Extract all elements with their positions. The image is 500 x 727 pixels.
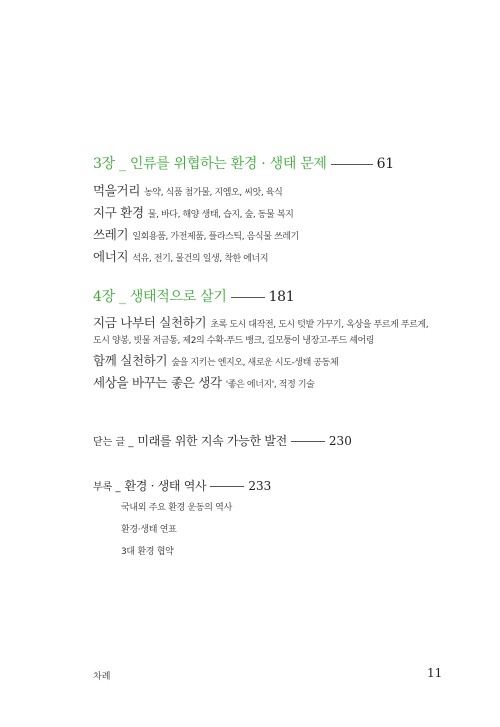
page-number: 11 [427, 666, 443, 680]
toc-entry [93, 247, 268, 265]
entry-desc: '좋은 에너지', 적정 기술 [225, 380, 315, 390]
entry-desc: 일회용품, 가전제품, 플라스틱, 음식물 쓰레기 [132, 232, 299, 242]
chapter4-page: 181 [268, 289, 295, 305]
closing-title: 미래를 위한 지속 가능한 발전 [137, 434, 287, 448]
leader-rule [331, 164, 373, 165]
toc-entry [93, 203, 293, 221]
entry-desc: 석유, 전기, 물건의 일생, 착한 에너지 [132, 254, 269, 264]
entry-head: 쓰레기 [93, 227, 129, 242]
leader-rule [210, 486, 244, 487]
appendix-item: 국내외 주요 환경 운동의 역사 [121, 503, 232, 513]
entry-desc: 초록 도시 대작전, 도시 텃밭 가꾸기, 옥상을 푸르게 푸르게, [210, 320, 429, 330]
entry-desc: 농약, 식품 첨가물, 지엠오, 씨앗, 육식 [144, 188, 283, 198]
closing-lead: 닫는 글 _ [93, 437, 134, 448]
toc-entry [93, 181, 282, 199]
chapter4-heading [93, 286, 294, 306]
footer-label: 차례 [93, 672, 111, 682]
toc-entry [93, 225, 299, 243]
appendix-lead: 부록 _ [93, 482, 121, 493]
toc-entry [93, 313, 428, 331]
appendix-page: 233 [248, 479, 272, 493]
chapter3-title: 3장 _ 인류를 위협하는 환경 · 생태 문제 [93, 156, 327, 172]
chapter3-page: 61 [376, 156, 394, 172]
chapter3-heading [93, 153, 394, 173]
entry-desc: 숲을 지키는 엔지오, 새로운 시도-생태 공동체 [171, 358, 339, 368]
leader-rule [291, 441, 325, 442]
appendix-item: 환경·생태 연표 [121, 525, 177, 535]
leader-rule [231, 297, 265, 298]
entry-head: 먹을거리 [93, 183, 141, 198]
entry-head: 세상을 바꾸는 좋은 생각 [93, 375, 222, 390]
entry-desc-continued: 도시 양봉, 빗물 저금통, 제2의 수확-푸드 뱅크, 길모퉁이 냉장고-푸드 셰어링 [93, 336, 375, 346]
appendix-heading [93, 477, 271, 494]
toc-entry [93, 373, 314, 391]
toc-entry [93, 351, 338, 369]
chapter4-title: 4장 _ 생태적으로 살기 [93, 289, 227, 305]
entry-head: 함께 실천하기 [93, 353, 168, 368]
closing-heading [93, 432, 352, 449]
entry-head: 에너지 [93, 249, 129, 264]
entry-desc: 물, 바다, 해양 생태, 습지, 숲, 동물 복지 [147, 210, 294, 220]
closing-page: 230 [328, 434, 352, 448]
appendix-title: 환경 · 생태 역사 [124, 479, 207, 493]
appendix-item: 3대 환경 협약 [121, 547, 174, 557]
entry-head: 지구 환경 [93, 205, 144, 220]
entry-head: 지금 나부터 실천하기 [93, 315, 207, 330]
